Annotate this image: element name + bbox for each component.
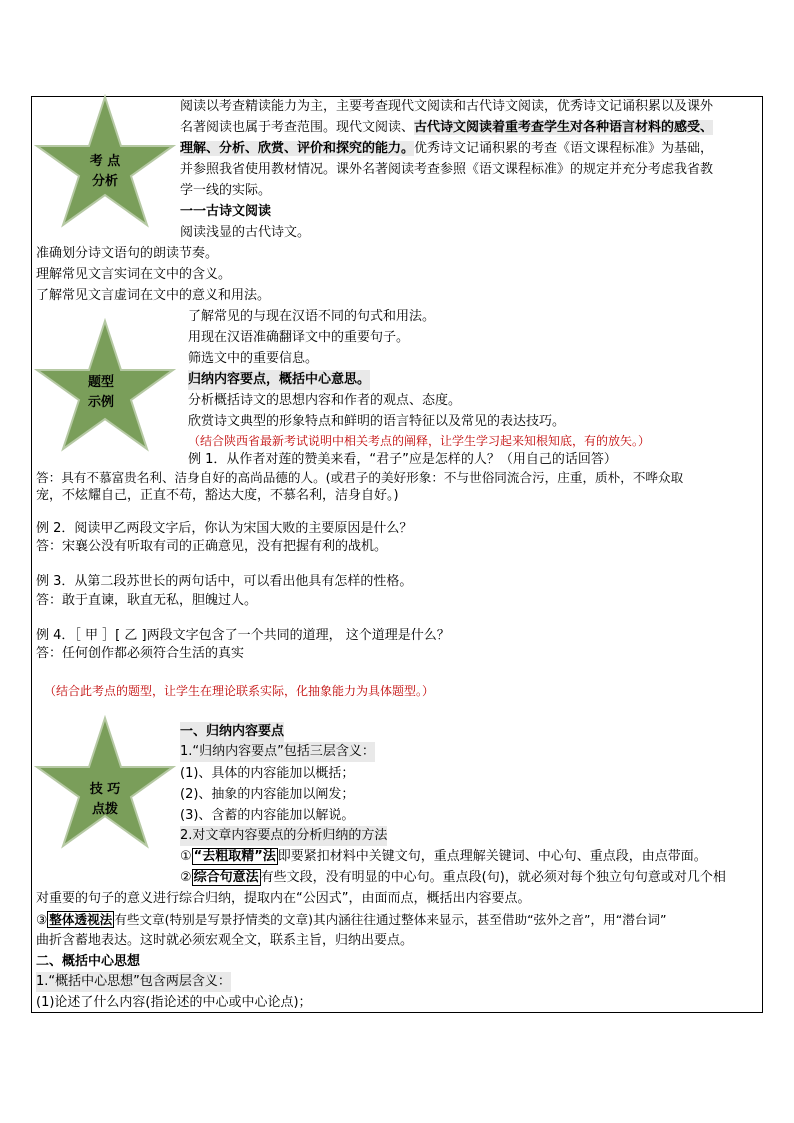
- text-line: 理解常见文言实词在文中的含义。: [36, 267, 232, 282]
- text-line: 了解常见的与现在汉语不同的句式和用法。: [188, 309, 436, 324]
- example-question: 例 1．从作者对莲的赞美来看，“君子”应是怎样的人？（用自己的话回答）: [188, 452, 617, 467]
- example-answer: 答：具有不慕富贵名利、洁身自好的高尚品德的人。(或君子的美好形象：不与世俗同流合污，庄重，质朴，不哗众取: [36, 470, 684, 485]
- star-label-line: 示例: [87, 395, 114, 410]
- method-line: ② 综合句意法 有些文段，没有明显的中心句。重点段(句)，就必须对每个独立句句意或对几个相: [180, 870, 726, 885]
- teacher-note: （结合此考点的题型，让学生在理论联系实际，化抽象能力为具体题型。）: [44, 684, 435, 698]
- text-line: 理解、分析、欣赏、评价和探究的能力。优秀诗文记诵积累的考查《语文课程标准》为基础，: [180, 141, 714, 156]
- text-line: 阅读浅显的古代诗文。: [180, 225, 311, 240]
- subheading: 1.“归纳内容要点”包括三层含义：: [180, 742, 375, 762]
- method-name: 整体透视法: [49, 912, 113, 927]
- section-heading: 二、概括中心思想: [36, 954, 141, 969]
- text-line: 了解常见文言虚词在文中的意义和用法。: [36, 288, 271, 303]
- method-line: ③ 整体透视法 有些文章(特别是写景抒情类的文章)其内涵往往通过整体来显示，甚至借助“弦外之音”，用“潜台词”: [36, 912, 667, 927]
- text-line-highlight: 归纳内容要点，概括中心意思。: [188, 370, 370, 390]
- subheading: 2.对文章内容要点的分析归纳的方法: [180, 826, 387, 846]
- example-question: 例 3．从第二段苏世长的两句话中，可以看出他具有怎样的性格。: [36, 574, 413, 589]
- section-heading: 一、归纳内容要点: [180, 722, 284, 742]
- star-label-line: 分析: [91, 174, 118, 189]
- subheading: 1.“概括中心思想”包含两层含义：: [36, 972, 231, 992]
- example-answer: 答：敢于直谏，耿直无私，胆魄过人。: [36, 593, 258, 608]
- method-name: 综合句意法: [193, 870, 259, 885]
- text-line: 曲折含蓄地表达。这时就必须宏观全文，联系主旨，归纳出要点。: [36, 933, 414, 948]
- text-line: 准确划分诗文语句的朗读节奏。: [36, 246, 219, 261]
- star-label-line: 题型: [87, 375, 114, 390]
- method-name: “去粗取精”法: [193, 849, 276, 864]
- star-label-2: [71, 373, 131, 413]
- teacher-note: （结合陕西省最新考试说明中相关考点的阐释，让学生学习起来知根知底，有的放矢。）: [188, 434, 651, 448]
- star-label-line: 技 巧: [89, 782, 121, 797]
- text-line: 欣赏诗文典型的形象特点和鲜明的语言特征以及常见的表达技巧。: [188, 414, 566, 429]
- text-line: 并参照我省使用教材情况。课外名著阅读考查参照《语文课程标准》的规定并充分考虑我省教: [180, 162, 714, 177]
- star-label-3: [75, 780, 135, 820]
- example-question: 例 4．［ 甲 ］[ 乙 ]两段文字包含了一个共同的道理， 这个道理是什么？: [36, 628, 450, 643]
- list-item: (1)、具体的内容能加以概括；: [180, 766, 355, 781]
- star-label-line: 点拨: [91, 802, 118, 817]
- section-heading: 一一古诗文阅读: [180, 204, 272, 219]
- example-answer: 宠，不炫耀自己，正直不苟，豁达大度，不慕名利，洁身自好。): [36, 488, 399, 503]
- example-answer: 答：任何创作都必须符合生活的真实: [36, 646, 245, 661]
- text-line: 名著阅读也属于考查范围。现代文阅读、古代诗文阅读着重考查学生对各种语言材料的感受、: [180, 120, 714, 135]
- list-item: (2)、抽象的内容能加以阐发；: [180, 787, 355, 802]
- star-label-1: [75, 152, 135, 192]
- example-answer: 答：宋襄公没有听取有司的正确意见，没有把握有利的战机。: [36, 539, 388, 554]
- text-line: 用现在汉语准确翻译文中的重要句子。: [188, 330, 410, 345]
- text-line: 分析概括诗文的思想内容和作者的观点、态度。: [188, 393, 462, 408]
- star-label-line: 考 点: [89, 154, 121, 169]
- text-line: 筛选文中的重要信息。: [188, 351, 319, 366]
- text-line: 对重要的句子的意义进行综合归纳，提取内在“公因式”，由面而点，概括出内容要点。: [36, 891, 531, 906]
- method-line: ① “去粗取精”法 即要紧扣材料中关键文句，重点理解关键词、中心句、重点段，由点带面。: [180, 849, 707, 864]
- list-item: (3)、含蓄的内容能加以解说。: [180, 808, 355, 823]
- text-line: 阅读以考查精读能力为主，主要考查现代文阅读和古代诗文阅读，优秀诗文记诵积累以及课外: [180, 99, 714, 114]
- text-line: 学一线的实际。: [180, 183, 272, 198]
- example-question: 例 2．阅读甲乙两段文字后，你认为宋国大败的主要原因是什么？: [36, 521, 413, 536]
- list-item: (1)论述了什么内容(指论述的中心或中心论点)；: [36, 995, 312, 1010]
